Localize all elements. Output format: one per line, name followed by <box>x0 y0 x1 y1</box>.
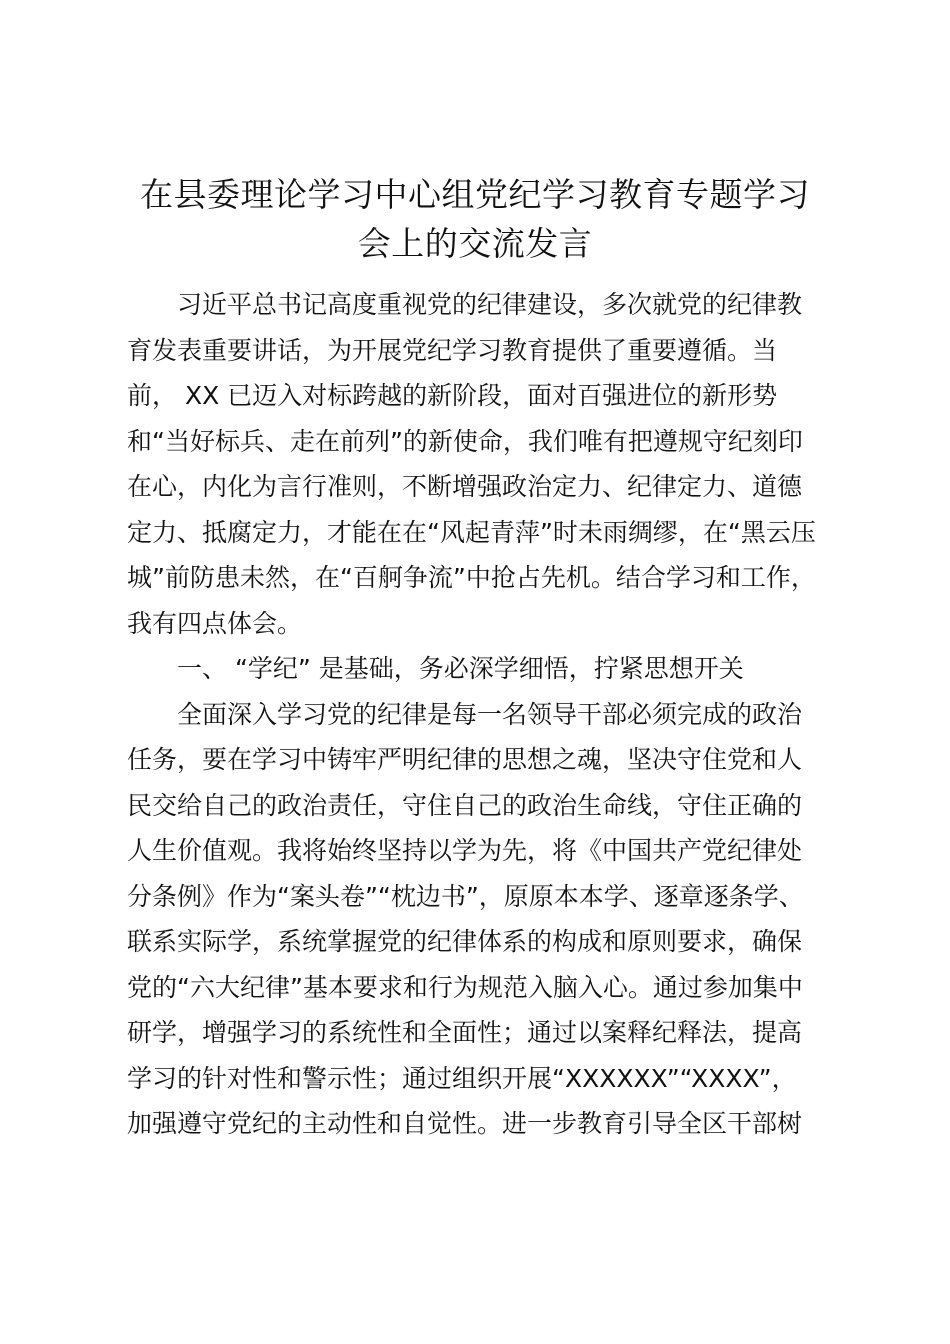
paragraph-line: 学习的针对性和警示性；通过组织开展“XXXXXX”“XXXX”， <box>127 1063 797 1093</box>
paragraph-line: 城”前防患未然，在“百舸争流”中抢占先机。结合学习和工作， <box>127 563 816 592</box>
paragraph-line: 人生价值观。我将始终坚持以学为先，将《中国共产党纪律处 <box>127 836 803 865</box>
document-title <box>118 170 832 268</box>
paragraph-line: 我有四点体会。 <box>127 608 303 638</box>
paragraph-line: 定力、抵腐定力，才能在在“风起青萍”时未雨绸缪，在“黑云压 <box>127 517 816 547</box>
paragraph-line: 育发表重要讲话，为开展党纪学习教育提供了重要遵循。当 <box>127 335 778 365</box>
paragraph-line: 研学，增强学习的系统性和全面性；通过以案释纪释法，提高 <box>127 1018 803 1047</box>
paragraph-line: 联系实际学，系统掌握党的纪律体系的构成和原则要求，确保 <box>127 927 803 956</box>
paragraph-line: 前， XX 已迈入对标跨越的新阶段，面对百强进位的新形势 <box>127 381 778 410</box>
section-heading: 一、 “学纪” 是基础，务必深学细悟，拧紧思想开关 <box>177 654 744 683</box>
paragraph-line: 习近平总书记高度重视党的纪律建设，多次就党的纪律教 <box>177 290 803 319</box>
paragraph-line: 加强遵守党纪的主动性和自觉性。进一步教育引导全区干部树 <box>127 1109 803 1138</box>
paragraph-line: 和“当好标兵、走在前列”的新使命，我们唯有把遵规守纪刻印 <box>127 426 803 456</box>
document-body <box>127 282 832 1147</box>
paragraph-line: 任务，要在学习中铸牢严明纪律的思想之魂，坚决守住党和人 <box>127 745 803 774</box>
title-line: 会上的交流发言 <box>357 224 593 263</box>
paragraph-line: 分条例》作为“案头卷”“枕边书”，原原本本学、逐章逐条学、 <box>127 881 804 911</box>
paragraph-line: 在心，内化为言行准则，不断增强政治定力、纪律定力、道德 <box>127 472 803 501</box>
paragraph-line: 党的“六大纪律”基本要求和行为规范入脑入心。通过参加集中 <box>127 972 803 1002</box>
paragraph-line: 民交给自己的政治责任，守住自己的政治生命线，守住正确的 <box>127 790 803 820</box>
title-line: 在县委理论学习中心组党纪学习教育专题学习 <box>140 175 810 214</box>
paragraph-line: 全面深入学习党的纪律是每一名领导干部必须完成的政治 <box>177 699 803 729</box>
